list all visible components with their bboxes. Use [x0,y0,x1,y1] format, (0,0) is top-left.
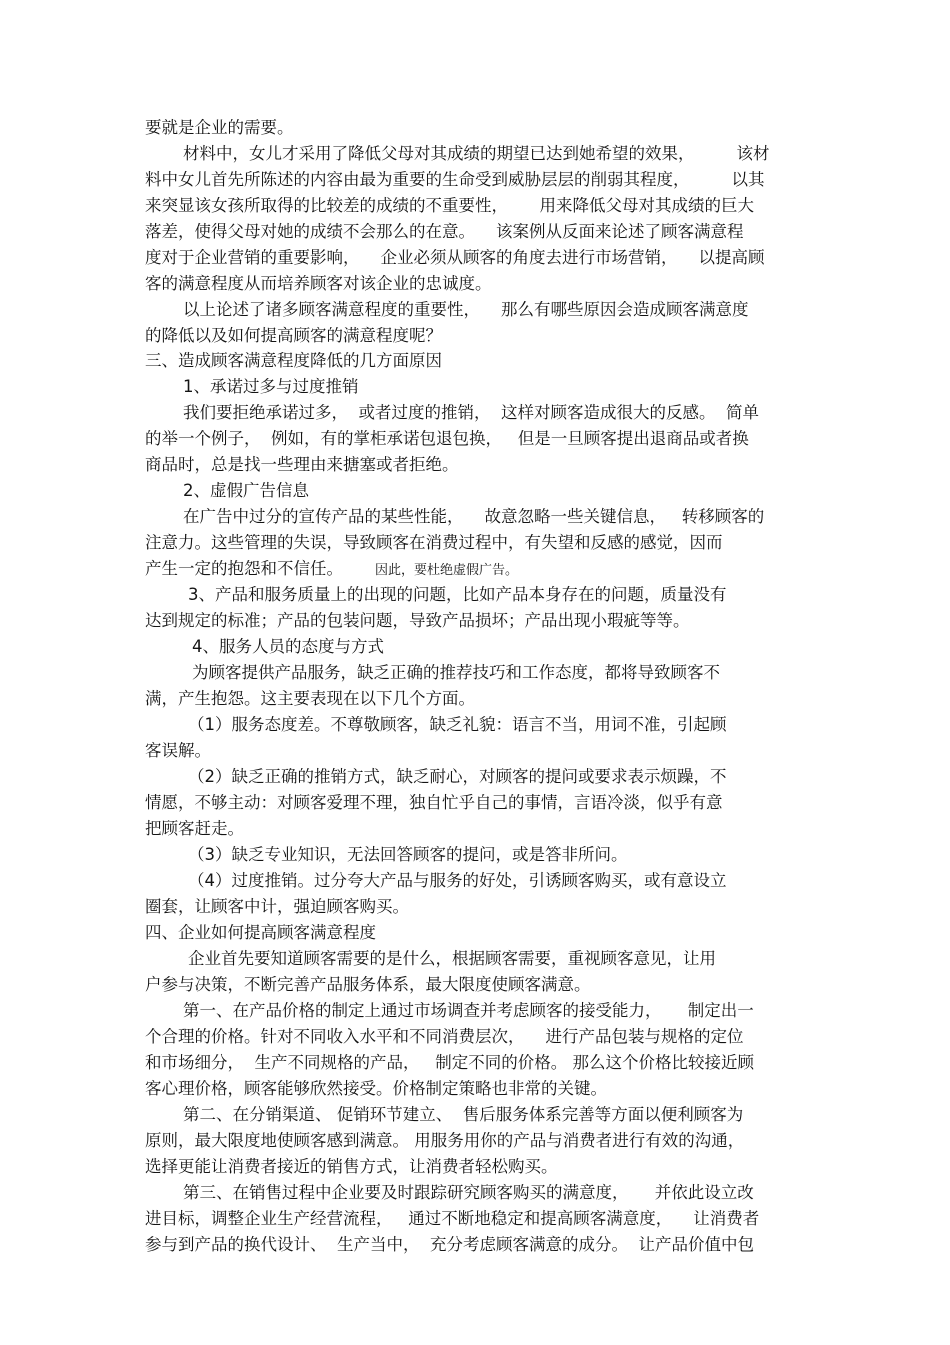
text-line: 个合理的价格。针对不同收入水平和不同消费层次， 进行产品包装与规格的定位 [145,1027,744,1046]
text-line: （4）过度推销。过分夸大产品与服务的好处，引诱顾客购买，或有意设立 [188,871,727,890]
text-line: 满，产生抱怨。这主要表现在以下几个方面。 [145,689,475,708]
text-line: 达到规定的标准；产品的包装问题，导致产品损坏；产品出现小瑕疵等等。 [145,611,690,630]
text-line: 以上论述了诸多顾客满意程度的重要性， 那么有哪些原因会造成顾客满意度 [183,300,749,319]
subheading: 3、产品和服务质量上的出现的问题，比如产品本身存在的问题，质量没有 [188,585,727,604]
text-line: 第一、在产品价格的制定上通过市场调查并考虑顾客的接受能力， 制定出一 [183,1001,754,1020]
text-line: 客的满意程度从而培养顾客对该企业的忠诚度。 [145,274,492,293]
text-line: 第三、在销售过程中企业要及时跟踪研究顾客购买的满意度， 并依此设立改 [183,1183,754,1202]
text-line: 户参与决策，不断完善产品服务体系，最大限度使顾客满意。 [145,975,591,994]
section-heading: 三、造成顾客满意程度降低的几方面原因 [145,351,442,370]
text-line: 选择更能让消费者接近的销售方式，让消费者轻松购买。 [145,1157,558,1176]
text-line: 客心理价格，顾客能够欣然接受。价格制定策略也非常的关键。 [145,1079,607,1098]
text-line: 客误解。 [145,741,211,760]
text-line-small: 因此，要杜绝虚假广告。 [375,563,519,578]
text-line: 进目标，调整企业生产经营流程， 通过不断地稳定和提高顾客满意度， 让消费者 [145,1209,760,1228]
text-line: 我们要拒绝承诺过多， 或者过度的推销， 这样对顾客造成很大的反感。 简单 [183,403,759,422]
text-line: 原则，最大限度地使顾客感到满意。 用服务用你的产品与消费者进行有效的沟通， [145,1131,745,1150]
text-line: （1）服务态度差。不尊敬顾客，缺乏礼貌：语言不当，用词不准，引起顾 [188,715,727,734]
text-line: 落差，使得父母对她的成绩不会那么的在意。 该案例从反面来论述了顾客满意程 [145,222,744,241]
subheading: 4、服务人员的态度与方式 [192,637,384,656]
subheading: 1、承诺过多与过度推销 [183,377,359,396]
text-line: 商品时，总是找一些理由来搪塞或者拒绝。 [145,455,459,474]
text-line: 和市场细分， 生产不同规格的产品， 制定不同的价格。 那么这个价格比较接近顾 [145,1053,754,1072]
text-line: （2）缺乏正确的推销方式，缺乏耐心，对顾客的提问或要求表示烦躁，不 [188,767,727,786]
text-line: 在广告中过分的宣传产品的某些性能， 故意忽略一些关键信息， 转移顾客的 [183,507,765,526]
text-line: 要就是企业的需要。 [145,118,294,137]
subheading: 2、虚假广告信息 [183,481,309,500]
text-line: 来突显该女孩所取得的比较差的成绩的不重要性， 用来降低父母对其成绩的巨大 [145,196,754,215]
section-heading: 四、企业如何提高顾客满意程度 [145,923,376,942]
text-line: 材料中，女儿才采用了降低父母对其成绩的期望已达到她希望的效果， 该材 [183,144,770,163]
text-line: 的举一个例子， 例如，有的掌柜承诺包退包换， 但是一旦顾客提出退商品或者换 [145,429,749,448]
text-line: 料中女儿首先所陈述的内容由最为重要的生命受到威胁层层的削弱其程度， 以其 [145,170,765,189]
text-line: 度对于企业营销的重要影响， 企业必须从顾客的角度去进行市场营销， 以提高顾 [145,248,765,267]
text-line: 圈套，让顾客中计，强迫顾客购买。 [145,897,409,916]
text-line: 为顾客提供产品服务，缺乏正确的推荐技巧和工作态度，都将导致顾客不 [192,663,720,682]
text-line: （3）缺乏专业知识，无法回答顾客的提问，或是答非所问。 [188,845,628,864]
text-line: 的降低以及如何提高顾客的满意程度呢？ [145,326,442,345]
text-line: 企业首先要知道顾客需要的是什么，根据顾客需要，重视顾客意见，让用 [188,949,716,968]
text-line: 注意力。这些管理的失误，导致顾客在消费过程中，有失望和反感的感觉，因而 [145,533,723,552]
text-line: 产生一定的抱怨和不信任。 [145,559,343,578]
text-line: 情愿，不够主动：对顾客爱理不理，独自忙乎自己的事情，言语冷淡，似乎有意 [145,793,723,812]
text-line: 把顾客赶走。 [145,819,244,838]
text-line: 参与到产品的换代设计、 生产当中， 充分考虑顾客满意的成分。 让产品价值中包 [145,1235,754,1254]
text-line: 第二、在分销渠道、 促销环节建立、 售后服务体系完善等方面以便利顾客为 [183,1105,744,1124]
